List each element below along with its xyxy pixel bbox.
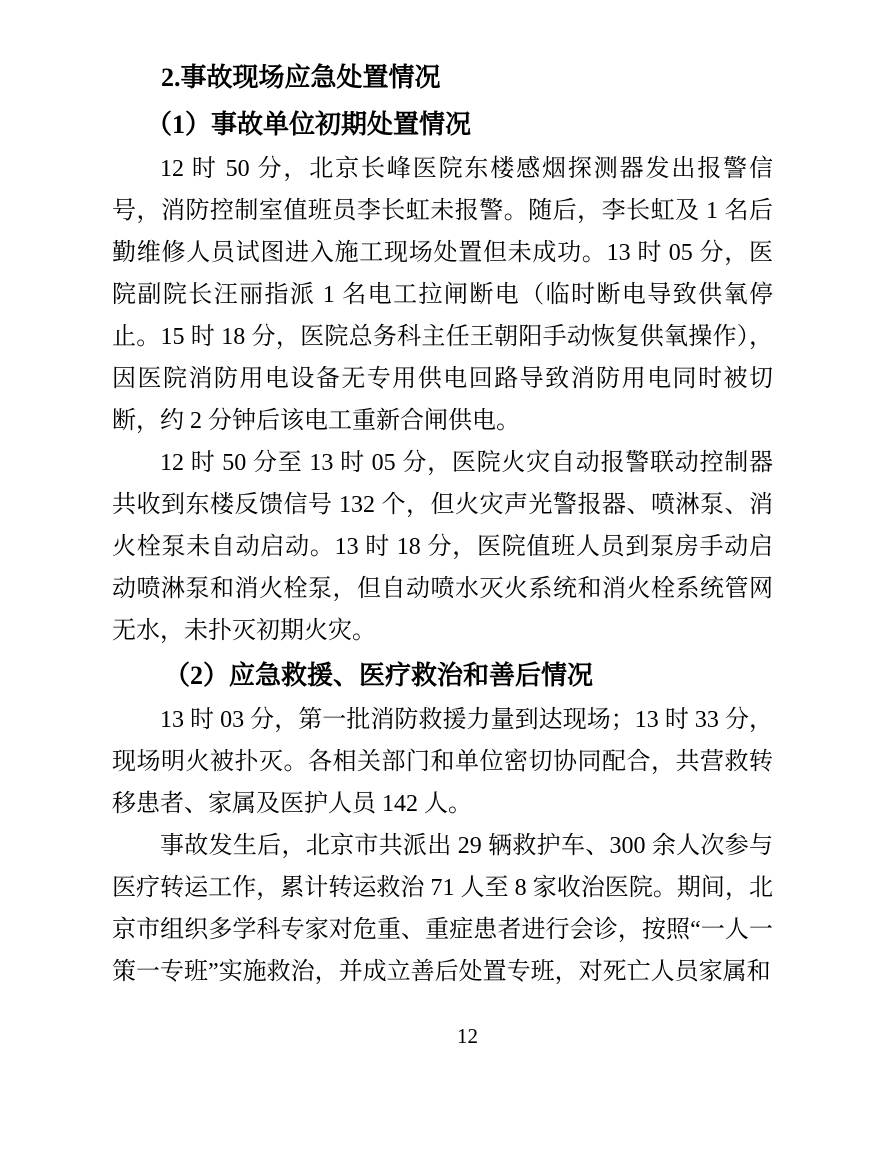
paragraph-rescue-medical-2: 事故发生后，北京市共派出 29 辆救护车、300 余人次参与医疗转运工作，累计转运救治 71 人至 8 家收治医院。期间，北京市组织多学科专家对危重、重症患者进行会诊，按照“一人一策一专班”实施救治，并成立善后处置专班，对死亡人员家属和	[112, 833, 773, 985]
page-number: 12	[457, 1024, 478, 1048]
subsection-2-heading: （2）应急救援、医疗救治和善后情况	[164, 661, 594, 690]
section-heading: 2.事故现场应急处置情况	[161, 63, 441, 92]
paragraph-initial-response-1: 12 时 50 分，北京长峰医院东楼感烟探测器发出报警信号，消防控制室值班员李长虹未报警。随后，李长虹及 1 名后勤维修人员试图进入施工现场处置但未成功。13 时 05 分，医院副院长汪丽指派 1 名电工拉闸断电（临时断电导致供氧停止。15 时 18 分，医院总务科主任王朝阳手动恢复供氧操作），因医院消防用电设备无专用供电回路导致消防用电同时被切断，约 2 分钟后该电工重新合闸供电。	[112, 156, 773, 434]
paragraph-rescue-medical-1: 13 时 03 分，第一批消防救援力量到达现场；13 时 33 分，现场明火被扑灭。各相关部门和单位密切协同配合，共营救转移患者、家属及医护人员 142 人。	[112, 707, 773, 817]
paragraph-initial-response-2: 12 时 50 分至 13 时 05 分，医院火灾自动报警联动控制器共收到东楼反馈信号 132 个，但火灾声光警报器、喷淋泵、消火栓泵未自动启动。13 时 18 分，医院值班人员到泵房手动启动喷淋泵和消火栓泵，但自动喷水灭火系统和消火栓系统管网无水，未扑灭初期火灾。	[112, 450, 773, 644]
subsection-1-heading: （1）事故单位初期处置情况	[146, 110, 472, 139]
document-content	[112, 54, 773, 993]
